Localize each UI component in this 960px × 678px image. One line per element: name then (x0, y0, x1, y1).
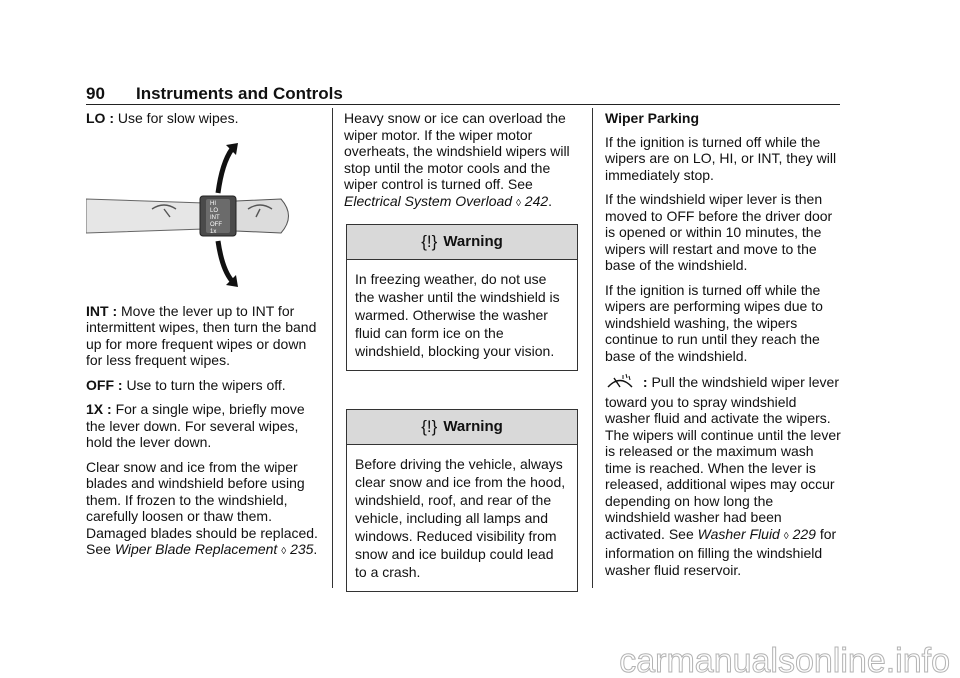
figure-label-lo: LO (210, 207, 219, 214)
figure-label-hi: HI (210, 200, 216, 207)
page-header (86, 84, 840, 104)
column-2 (344, 110, 580, 592)
int-paragraph (86, 303, 322, 369)
washer-term: : (642, 374, 648, 390)
onex-text: For a single wipe, briefly move the lever down. For several wipes, hold the lever down. (86, 401, 305, 450)
wiper-lever-figure (86, 141, 322, 291)
wiper-blade-replacement-link[interactable]: Wiper Blade Replacement (114, 541, 278, 557)
warning-icon: {!} (421, 231, 438, 251)
washer-tail: for information on filling the windshield washer fluid reservoir. (605, 525, 837, 578)
electrical-system-overload-link[interactable]: Electrical System Overload (344, 192, 513, 209)
page-ref-arrow-icon: ◊ (515, 197, 521, 209)
figure-label-off: OFF (210, 221, 222, 228)
watermark: carmanualsonline.info (619, 642, 950, 678)
wiper-lever-illustration (86, 141, 322, 291)
warning-title-1: Warning (443, 232, 503, 250)
onex-term: 1X : (86, 401, 112, 417)
column-divider-2 (592, 108, 593, 588)
lo-paragraph (86, 110, 322, 127)
warning-box-2 (346, 409, 578, 592)
warning-text-2: Before driving the vehicle, always clear snow and ice from the hood, windshield, roof, and rear of the vehicle, including all lamps and windows. Reduced visibility from snow and ice buildup could lead to a crash. (355, 456, 566, 580)
column-1 (86, 110, 322, 569)
parking-paragraph-1: If the ignition is turned off while the wipers are on LO, HI, or INT, they will immediately stop. (605, 133, 837, 183)
overload-text: Heavy snow or ice can overload the wiper motor. If the wiper motor overheats, the windshield wipers will stop until the motor cools and the wiper control is turned off. See (344, 110, 570, 192)
windshield-washer-icon (605, 372, 635, 394)
warning-header-2 (347, 410, 577, 445)
warning-title-2: Warning (443, 417, 503, 435)
page-ref-arrow-icon: ◊ (783, 530, 789, 542)
electrical-overload-page-ref[interactable]: 242 (524, 192, 549, 209)
snow-text: Clear snow and ice from the wiper blades and windshield before using them. If frozen to the windshield, carefully loosen or thaw them. Damaged blades should be replaced. See (86, 458, 318, 557)
column-3 (605, 110, 841, 586)
page-ref-arrow-icon: ◊ (281, 546, 287, 557)
warning-text-1: In freezing weather, do not use the washer until the windshield is warmed. Otherwise the washer fluid can form ice on the windshield, blocking your vision. (355, 271, 560, 359)
warning-header-1 (347, 225, 577, 260)
washer-paragraph (605, 372, 841, 578)
page-number: 90 (86, 84, 105, 103)
figure-label-1x: 1x (210, 228, 217, 235)
header-rule (86, 104, 840, 105)
wiper-parking-heading: Wiper Parking (605, 110, 700, 126)
lo-text: Use for slow wipes. (117, 110, 239, 126)
off-term: OFF : (86, 376, 123, 393)
warning-box-1 (346, 224, 578, 371)
section-title: Instruments and Controls (136, 84, 343, 103)
washer-text: Pull the windshield wiper lever toward you to spray windshield washer fluid and activate the wipers. The wipers will continue until the lever is released or the maximum wash time is reached. When the lever is released, additional wipes may occur depending on how long the windshield washer had been activated. See (605, 374, 841, 542)
parking-paragraph-3: If the ignition is turned off while the wipers are performing wipes due to windshield washing, the wipers continue to run until they reach the base of the windshield. (605, 281, 823, 364)
wiper-blade-page-ref[interactable]: 235 (290, 541, 314, 557)
int-term: INT : (86, 302, 118, 319)
off-paragraph (86, 377, 322, 394)
off-text: Use to turn the wipers off. (126, 376, 286, 393)
figure-label-int: INT (210, 214, 220, 221)
parking-paragraph-2: If the windshield wiper lever is then moved to OFF before the driver door is opened or within 10 minutes, the wipers will restart and move to the base of the windshield. (605, 191, 833, 273)
snow-paragraph: Clear snow and ice from the wiper blades and windshield before using them. If frozen to the windshield, carefully loosen or thaw them. Damaged blades should be replaced. See Wiper Blade Replacement ◊ 235. (86, 458, 318, 557)
warning-icon: {!} (421, 416, 438, 436)
lo-term: LO : (86, 110, 114, 126)
int-text: Move the lever up to INT for intermittent wipes, then turn the band up for more frequent wipes or down for less frequent wipes. (86, 302, 317, 368)
column-divider-1 (332, 108, 333, 588)
washer-fluid-page-ref[interactable]: 229 (792, 525, 816, 542)
washer-fluid-link[interactable]: Washer Fluid (697, 525, 780, 542)
onex-paragraph (86, 401, 322, 451)
overload-paragraph: Heavy snow or ice can overload the wiper motor. If the wiper motor overheats, the windshield wipers will stop until the motor cools and the wiper control is turned off. See Electrical System Overload ◊ 242. (344, 110, 570, 209)
